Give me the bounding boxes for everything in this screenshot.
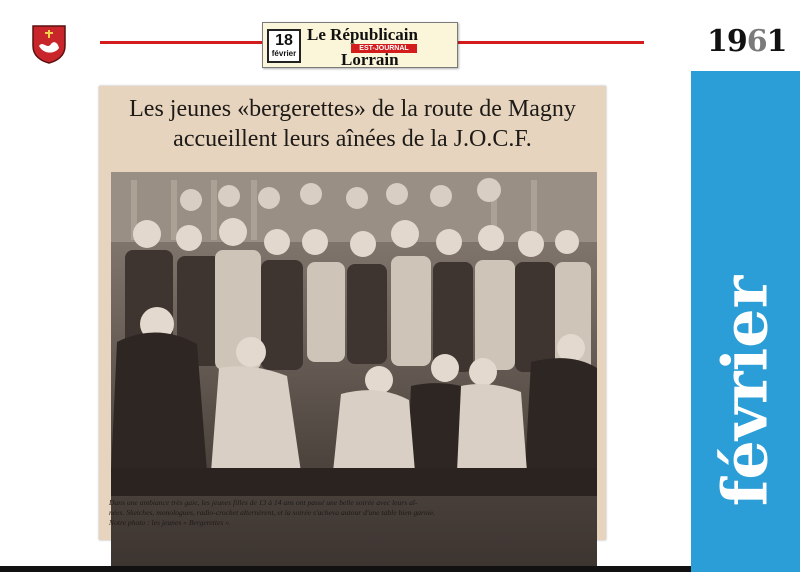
newspaper-masthead [262, 22, 458, 68]
group-photo-illustration [111, 172, 597, 496]
masthead-title-bottom: Lorrain [341, 50, 399, 69]
masthead-month: février [271, 49, 297, 58]
year-prefix: 19 [707, 24, 747, 59]
footer-rule [0, 566, 691, 572]
year-mid: 6 [746, 24, 767, 59]
coat-of-arms-icon [31, 24, 67, 64]
year-label [707, 24, 787, 59]
year-suffix: 1 [766, 24, 787, 59]
headline-line-1: Les jeunes «bergerettes» de la route de Magny [129, 96, 576, 122]
header-rule-left [100, 41, 263, 44]
month-vertical-label: février [708, 275, 782, 507]
header-rule-right [457, 41, 644, 44]
headline-line-2: accueillent leurs aînées de la J.O.C.F. [173, 126, 532, 152]
photo-caption [109, 498, 599, 528]
masthead-band: EST-JOURNAL [351, 44, 417, 53]
masthead-day: 18 [275, 32, 293, 49]
article-headline [99, 94, 606, 154]
masthead-date-box [267, 29, 301, 63]
caption-line-3: Notre photo : les jeunes « Bergerettes ». [109, 518, 231, 527]
masthead-title-top: Le Républicain [307, 25, 418, 44]
newspaper-clipping [99, 86, 606, 540]
caption-line-1: Dans une ambiance très gaie, les jeunes filles de 13 à 14 ans ont passé une belle soirée avec leurs aî- [109, 498, 418, 507]
caption-line-2: nées. Sketches, monologues, radio-crochet alternèrent, et la soirée s'acheva autour d'une table bien garnie. [109, 508, 436, 517]
